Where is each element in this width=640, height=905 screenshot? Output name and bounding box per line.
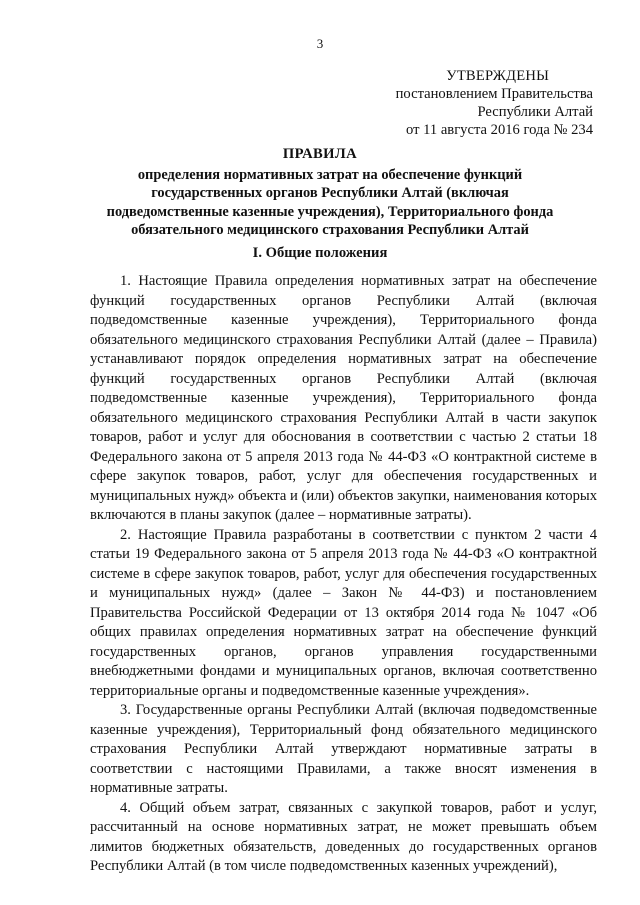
paragraph-2: 2. Настоящие Правила разработаны в соответствии с пунктом 2 части 4 статьи 19 Федерального закона от 5 апреля 2013 года № 44-ФЗ «О контрактной системе в сфере закупок товаров, работ, услуг для обеспечения государственных и муниципальных нужд» (далее – Закон № 44-ФЗ) и постановлением Правительства Российской Федерации от 13 октября 2014 года № 1047 «Об общих правилах определения нормативных затрат на обеспечение функций государственных органов, органов управления государственными внебюджетными фондами и муниципальных органов, включая соответственно территориальные органы и подведомственные казенные учреждения». [90, 526, 597, 699]
paragraph-4: 4. Общий объем затрат, связанных с закупкой товаров, работ и услуг, рассчитанный на основе нормативных затрат, не может превышать объем лимитов бюджетных обязательств, доведенных до государственных органов Республики Алтай (в том числе подведомственных казенных учреждений), [90, 799, 597, 874]
approval-line-1: постановлением Правительства [395, 86, 593, 102]
approval-line-2: Республики Алтай [477, 104, 593, 120]
approval-stamp-title: УТВЕРЖДЕНЫ [446, 68, 549, 84]
body-text [90, 272, 597, 877]
document-title: ПРАВИЛА [282, 146, 358, 162]
page-number: 3 [316, 36, 324, 51]
approval-line-3: от 11 августа 2016 года № 234 [406, 122, 593, 138]
section-heading: I. Общие положения [252, 245, 388, 261]
document-subtitle: определения нормативных затрат на обеспечение функций государственных органов Республики Алтай (включая подведомственные казенные учреждения), Территориального фонда обязательного медицинского страхования Республики Алтай [106, 167, 554, 238]
paragraph-1: 1. Настоящие Правила определения нормативных затрат на обеспечение функций государственных органов Республики Алтай (включая подведомственные казенные учреждения), Территориального фонда обязательного медицинского страхования Республики Алтай (далее – Правила) устанавливают порядок определения нормативных затрат на обеспечение функций государственных органов Республики Алтай (включая подведомственные казенные учреждения), Территориального фонда обязательного медицинского страхования Республики Алтай в части закупок товаров, работ и услуг для обоснования в соответствии с частью 2 статьи 18 Федерального закона от 5 апреля 2013 года № 44-ФЗ «О контрактной системе в сфере закупок товаров, работ, услуг для обеспечения государственных и муниципальных нужд» объекта и (или) объектов закупки, наименования которых включаются в планы закупок (далее – нормативные затраты). [90, 273, 597, 523]
approval-block [333, 67, 593, 139]
paragraph-3: 3. Государственные органы Республики Алтай (включая подведомственные казенные учреждения), Территориальный фонд обязательного медицинского страхования Республики Алтай утверждают нормативные затраты в соответствии с настоящими Правилами, а также вносят изменения в нормативные затраты. [90, 702, 597, 796]
